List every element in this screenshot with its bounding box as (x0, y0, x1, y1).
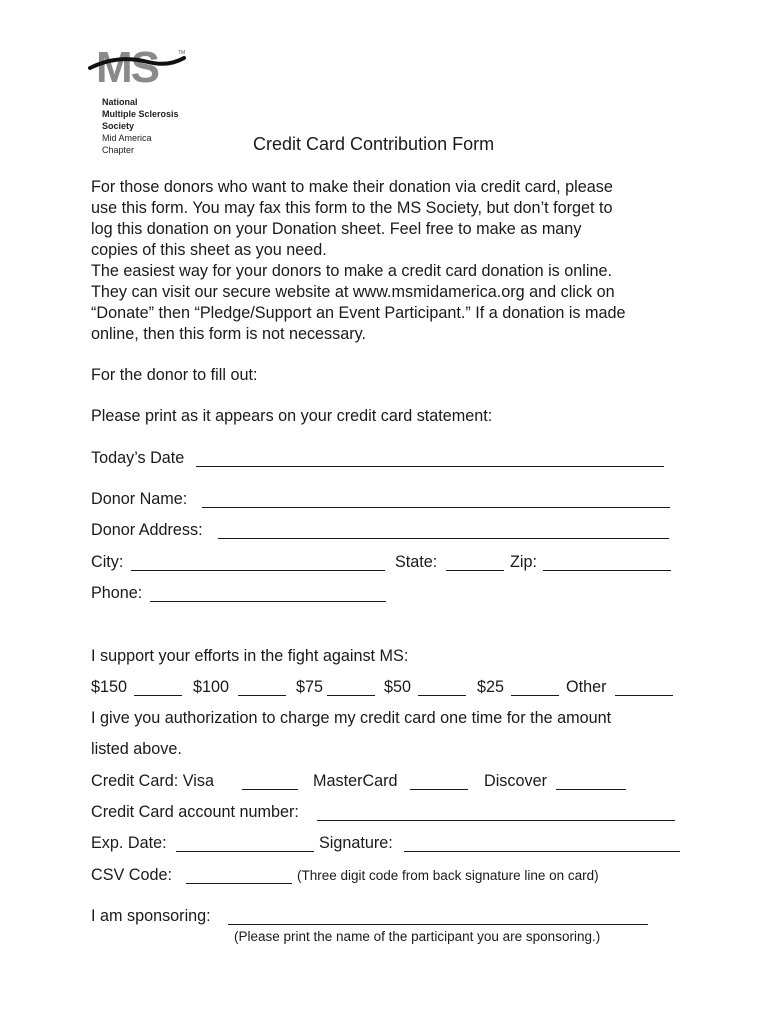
logo-text (102, 96, 179, 156)
card-mastercard-label: MasterCard (313, 772, 398, 790)
amount-50-label: $50 (384, 678, 412, 696)
authorization-line-1: I give you authorization to charge my credit card one time for the amount (91, 709, 612, 727)
sponsoring-label: I am sponsoring: (91, 907, 211, 925)
donor-heading: For the donor to fill out: (91, 366, 258, 384)
intro-line-7: “Donate” then “Pledge/Support an Event Participant.” If a donation is made (91, 304, 626, 322)
ms-logo-mark-icon (88, 40, 188, 100)
phone-field[interactable] (150, 601, 386, 602)
page-title: Credit Card Contribution Form (253, 134, 495, 154)
city-label: City: (91, 553, 124, 571)
today-date-field[interactable] (196, 466, 664, 467)
amount-other-field[interactable] (615, 695, 673, 696)
logo-org-line-2: Multiple Sclerosis (102, 109, 179, 119)
card-visa-field[interactable] (242, 789, 298, 790)
donor-name-label: Donor Name: (91, 490, 188, 508)
donor-address-label: Donor Address: (91, 521, 203, 539)
card-discover-field[interactable] (556, 789, 626, 790)
intro-line-8: online, then this form is not necessary. (91, 325, 367, 343)
amount-75-field[interactable] (327, 695, 375, 696)
logo-mark-text: MS (96, 43, 158, 92)
exp-date-label: Exp. Date: (91, 834, 167, 852)
amount-150-label: $150 (91, 678, 128, 696)
amount-150-field[interactable] (134, 695, 182, 696)
card-mastercard-field[interactable] (410, 789, 468, 790)
amount-other-label: Other (566, 678, 607, 696)
account-number-label: Credit Card account number: (91, 803, 299, 821)
amount-50-field[interactable] (418, 695, 466, 696)
state-field[interactable] (446, 570, 504, 571)
logo-chapter-line-1: Mid America (102, 133, 152, 143)
logo-org-line-1: National (102, 97, 138, 107)
donor-name-field[interactable] (202, 507, 670, 508)
zip-field[interactable] (543, 570, 671, 571)
signature-label: Signature: (319, 834, 393, 852)
intro-line-5: The easiest way for your donors to make a credit card donation is online. (91, 262, 612, 280)
amount-25-field[interactable] (511, 695, 559, 696)
logo-tm: TM (178, 50, 186, 56)
authorization-line-2: listed above. (91, 740, 182, 758)
intro-line-3: log this donation on your Donation sheet. Feel free to make as many (91, 220, 582, 238)
zip-label: Zip: (510, 553, 537, 571)
logo-chapter-line-2: Chapter (102, 145, 135, 155)
amount-25-label: $25 (477, 678, 505, 696)
state-label: State: (395, 553, 438, 571)
card-visa-label: Credit Card: Visa (91, 772, 214, 790)
intro-line-1: For those donors who want to make their donation via credit card, please (91, 178, 613, 196)
intro-line-4: copies of this sheet as you need. (91, 241, 327, 259)
amount-100-label: $100 (193, 678, 230, 696)
logo-org-line-3: Society (102, 121, 135, 131)
csv-code-label: CSV Code: (91, 866, 172, 884)
intro-line-6: They can visit our secure website at www.msmidamerica.org and click on (91, 283, 615, 301)
sponsoring-note: (Please print the name of the participant you are sponsoring.) (234, 929, 601, 944)
card-discover-label: Discover (484, 772, 547, 790)
city-field[interactable] (131, 570, 385, 571)
amount-75-label: $75 (296, 678, 324, 696)
today-date-label: Today’s Date (91, 449, 185, 467)
exp-date-field[interactable] (176, 851, 314, 852)
sponsoring-field[interactable] (228, 924, 648, 925)
support-text: I support your efforts in the fight against MS: (91, 647, 409, 665)
print-instruction: Please print as it appears on your credit card statement: (91, 407, 493, 425)
donor-address-field[interactable] (218, 538, 669, 539)
account-number-field[interactable] (317, 820, 675, 821)
intro-line-2: use this form. You may fax this form to the MS Society, but don’t forget to (91, 199, 613, 217)
csv-code-field[interactable] (186, 883, 292, 884)
csv-code-note: (Three digit code from back signature line on card) (297, 868, 599, 883)
amount-100-field[interactable] (238, 695, 286, 696)
phone-label: Phone: (91, 584, 143, 602)
signature-field[interactable] (404, 851, 680, 852)
